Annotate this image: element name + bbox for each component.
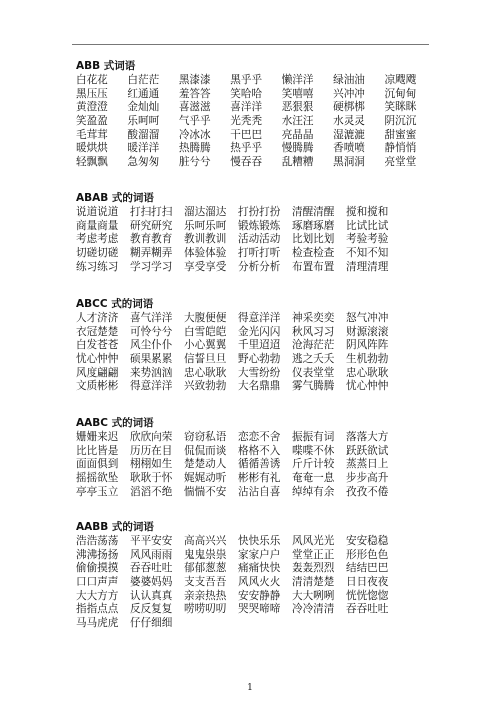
word-cell: 教训教训 (184, 233, 227, 246)
word-row (76, 353, 436, 367)
word-cell: 来势汹汹 (130, 366, 173, 379)
word-cell: 白茫茫 (127, 74, 160, 86)
word-row (76, 261, 436, 275)
word-cell: 黄澄澄 (76, 101, 108, 114)
word-cell: 忠心耿耿 (346, 366, 389, 379)
word-cell: 落落大方 (346, 431, 389, 443)
word-cell: 体验体验 (184, 247, 227, 260)
section-title: ABCC 式的词语 (76, 298, 154, 310)
word-cell: 锻炼锻炼 (238, 219, 281, 232)
word-cell: 笑眯眯 (384, 101, 417, 114)
word-cell: 大名鼎鼎 (238, 380, 281, 393)
header-rule (72, 44, 429, 45)
word-cell: 热腾腾 (178, 142, 211, 155)
word-cell: 检查检查 (292, 247, 335, 260)
word-cell: 白雪皑皑 (184, 325, 227, 338)
word-row (76, 142, 436, 156)
word-cell: 暖烘烘 (76, 142, 108, 155)
word-cell: 羞答答 (178, 87, 211, 100)
word-cell: 轻飘飘 (76, 156, 108, 169)
word-cell: 笑哈哈 (230, 87, 263, 100)
word-cell: 孜孜不倦 (346, 485, 389, 498)
word-cell: 阴风阵阵 (346, 339, 389, 352)
word-cell: 郁郁葱葱 (184, 562, 227, 575)
word-cell: 风风光光 (292, 535, 335, 547)
word-cell: 恶狠狠 (281, 101, 314, 114)
word-cell: 笑盈盈 (76, 115, 108, 128)
word-cell: 风尘仆仆 (130, 339, 173, 352)
word-cell: 唠唠叨叨 (184, 603, 227, 616)
word-cell: 比划比划 (292, 233, 335, 246)
page-number: 1 (247, 683, 253, 693)
word-row (76, 88, 436, 102)
word-cell: 不知不知 (346, 247, 389, 260)
word-cell: 窃窃私语 (184, 431, 227, 443)
word-cell: 打听打听 (238, 247, 281, 260)
word-cell: 得意洋洋 (130, 380, 173, 393)
word-cell: 耿耿于怀 (130, 472, 173, 485)
section-abab (76, 192, 436, 274)
word-cell: 恋恋不舍 (238, 431, 281, 443)
word-row (76, 233, 436, 247)
word-cell: 酸溜溜 (127, 128, 160, 141)
word-row (76, 247, 436, 261)
word-row (76, 576, 436, 590)
word-cell: 乱糟糟 (281, 156, 314, 169)
word-row (76, 129, 436, 143)
word-cell: 阴沉沉 (384, 115, 417, 128)
word-row (76, 472, 436, 486)
word-cell: 步步高升 (346, 472, 389, 485)
word-cell: 教育教育 (130, 233, 173, 246)
section-title: AABC 式的词语 (76, 417, 154, 429)
word-cell: 湿漉漉 (333, 128, 365, 141)
word-cell: 冷冷清清 (292, 603, 335, 616)
word-cell: 千里迢迢 (238, 339, 281, 352)
word-cell: 喜气洋洋 (130, 312, 173, 324)
word-cell: 得意洋洋 (238, 312, 281, 324)
word-cell: 安安稳稳 (346, 535, 389, 547)
word-cell: 偷偷摸摸 (76, 562, 119, 575)
word-cell: 打扮打扮 (238, 206, 281, 218)
word-cell: 清理清理 (346, 260, 389, 273)
word-cell: 沉甸甸 (384, 87, 417, 100)
word-cell: 认认真真 (130, 589, 173, 602)
word-cell: 切磋切磋 (76, 247, 119, 260)
word-cell: 斤斤计较 (292, 458, 335, 471)
section-title: ABAB 式的词语 (76, 192, 154, 204)
word-cell: 彬彬有礼 (238, 472, 281, 485)
word-cell: 雾气腾腾 (292, 380, 335, 393)
word-cell: 布置布置 (292, 260, 335, 273)
word-cell: 糊弄糊弄 (130, 247, 173, 260)
word-cell: 黑漆漆 (178, 74, 211, 86)
word-cell: 黑乎乎 (230, 74, 263, 86)
word-cell: 奄奄一息 (292, 472, 335, 485)
word-cell: 楚楚动人 (184, 458, 227, 471)
word-cell: 练习练习 (76, 260, 119, 273)
word-cell: 仔仔细细 (130, 617, 173, 630)
word-cell: 神采奕奕 (292, 312, 335, 324)
word-cell: 亮堂堂 (384, 156, 417, 169)
word-row (76, 458, 436, 472)
word-cell: 热乎乎 (230, 142, 263, 155)
word-cell: 轰轰烈烈 (292, 562, 335, 575)
word-cell: 侃侃而谈 (184, 444, 227, 457)
word-cell: 黑压压 (76, 87, 108, 100)
word-cell: 秋风习习 (292, 325, 335, 338)
word-cell: 恍恍惚惚 (346, 589, 389, 602)
word-cell: 鬼鬼祟祟 (184, 548, 227, 561)
word-cell: 马马虎虎 (76, 617, 119, 630)
word-cell: 格格不入 (238, 444, 281, 457)
word-row (76, 617, 436, 631)
word-row (76, 74, 436, 88)
word-row (76, 156, 436, 170)
word-cell: 忠心耿耿 (184, 366, 227, 379)
word-cell: 大雪纷纷 (238, 366, 281, 379)
word-cell: 气乎乎 (178, 115, 211, 128)
section-aabc (76, 417, 436, 499)
word-cell: 忧心忡忡 (76, 353, 119, 366)
word-row (76, 206, 436, 220)
word-cell: 高高兴兴 (184, 535, 227, 547)
word-cell: 兴致勃勃 (184, 380, 227, 393)
word-row (76, 445, 436, 459)
word-cell: 享受享受 (184, 260, 227, 273)
word-cell: 振振有词 (292, 431, 335, 443)
word-cell: 姗姗来迟 (76, 431, 119, 443)
word-cell: 口口声声 (76, 576, 119, 589)
word-cell: 暖洋洋 (127, 142, 160, 155)
word-cell: 喜洋洋 (230, 101, 263, 114)
word-cell: 支支吾吾 (184, 576, 227, 589)
word-cell: 安安静静 (238, 589, 281, 602)
word-cell: 人才济济 (76, 312, 119, 324)
word-cell: 比比皆是 (76, 444, 119, 457)
word-cell: 硕果累累 (130, 353, 173, 366)
word-row (76, 562, 436, 576)
word-cell: 大大方方 (76, 589, 119, 602)
word-cell: 哭哭啼啼 (238, 603, 281, 616)
word-cell: 急匆匆 (127, 156, 160, 169)
word-row (76, 101, 436, 115)
word-cell: 摇摇欲坠 (76, 472, 119, 485)
section-aabb (76, 521, 436, 631)
word-cell: 财源滚滚 (346, 325, 389, 338)
word-cell: 生机勃勃 (346, 353, 389, 366)
word-row (76, 380, 436, 394)
word-row (76, 115, 436, 129)
word-cell: 形形色色 (346, 548, 389, 561)
word-cell: 绰绰有余 (292, 485, 335, 498)
word-cell: 研究研究 (130, 219, 173, 232)
word-cell: 说道说道 (76, 206, 119, 218)
word-cell: 清清楚楚 (292, 576, 335, 589)
word-cell: 滔滔不绝 (130, 485, 173, 498)
word-cell: 学习学习 (130, 260, 173, 273)
word-cell: 沾沾自喜 (238, 485, 281, 498)
word-cell: 浩浩荡荡 (76, 535, 119, 547)
word-cell: 娓娓动听 (184, 472, 227, 485)
word-row (76, 339, 436, 353)
word-cell: 惴惴不安 (184, 485, 227, 498)
word-cell: 忧心忡忡 (346, 380, 389, 393)
word-cell: 大大咧咧 (292, 589, 335, 602)
word-cell: 商量商量 (76, 219, 119, 232)
word-cell: 绿油油 (333, 74, 365, 86)
word-cell: 红通通 (127, 87, 160, 100)
word-row (76, 367, 436, 381)
word-row (76, 486, 436, 500)
word-cell: 香喷喷 (333, 142, 365, 155)
word-cell: 白花花 (76, 74, 108, 86)
word-cell: 打扫打扫 (130, 206, 173, 218)
word-cell: 面面俱到 (76, 458, 119, 471)
word-cell: 蒸蒸日上 (346, 458, 389, 471)
word-row (76, 603, 436, 617)
word-cell: 栩栩如生 (130, 458, 173, 471)
word-row (76, 220, 436, 234)
word-cell: 小心翼翼 (184, 339, 227, 352)
word-cell: 琢磨琢磨 (292, 219, 335, 232)
word-cell: 痛痛快快 (238, 562, 281, 575)
word-row (76, 590, 436, 604)
word-cell: 风风雨雨 (130, 548, 173, 561)
word-cell: 风风火火 (238, 576, 281, 589)
word-row (76, 549, 436, 563)
word-row (76, 312, 436, 326)
word-cell: 分析分析 (238, 260, 281, 273)
word-cell: 白发苍苍 (76, 339, 119, 352)
word-cell: 信誓旦旦 (184, 353, 227, 366)
word-cell: 干巴巴 (230, 128, 263, 141)
word-cell: 慢吞吞 (230, 156, 263, 169)
section-title: AABB 式的词语 (76, 521, 154, 533)
section-abb (76, 60, 436, 170)
word-cell: 家家户户 (238, 548, 281, 561)
word-cell: 水灵灵 (333, 115, 365, 128)
word-cell: 历历在目 (130, 444, 173, 457)
word-row (76, 431, 436, 445)
word-cell: 乐呵呵 (127, 115, 160, 128)
word-cell: 快快乐乐 (238, 535, 281, 547)
word-cell: 脏兮兮 (178, 156, 211, 169)
word-cell: 跃跃欲试 (346, 444, 389, 457)
word-cell: 懒洋洋 (281, 74, 314, 86)
word-cell: 水汪汪 (281, 115, 314, 128)
word-cell: 活动活动 (238, 233, 281, 246)
word-cell: 结结巴巴 (346, 562, 389, 575)
word-cell: 乐呵乐呵 (184, 219, 227, 232)
word-cell: 兴冲冲 (333, 87, 365, 100)
word-cell: 风度翩翩 (76, 366, 119, 379)
word-cell: 黑洞洞 (333, 156, 365, 169)
word-cell: 日日夜夜 (346, 576, 389, 589)
word-cell: 金灿灿 (127, 101, 160, 114)
word-cell: 可怜兮兮 (130, 325, 173, 338)
word-cell: 硬梆梆 (333, 101, 365, 114)
word-cell: 文质彬彬 (76, 380, 119, 393)
word-cell: 考验考验 (346, 233, 389, 246)
word-cell: 反反复复 (130, 603, 173, 616)
word-cell: 亲亲热热 (184, 589, 227, 602)
word-cell: 野心勃勃 (238, 353, 281, 366)
word-cell: 搅和搅和 (346, 206, 389, 218)
word-cell: 欣欣向荣 (130, 431, 173, 443)
word-cell: 平平安安 (130, 535, 173, 547)
word-cell: 光秃秃 (230, 115, 263, 128)
word-cell: 大腹便便 (184, 312, 227, 324)
word-cell: 毛茸茸 (76, 128, 108, 141)
word-cell: 吞吞吐吐 (130, 562, 173, 575)
word-cell: 沧海茫茫 (292, 339, 335, 352)
word-cell: 亮晶晶 (281, 128, 314, 141)
word-cell: 清醒清醒 (292, 206, 335, 218)
word-cell: 慢腾腾 (281, 142, 314, 155)
word-row (76, 535, 436, 549)
section-title: ABB 式词语 (76, 60, 136, 72)
word-cell: 沸沸扬扬 (76, 548, 119, 561)
section-abcc (76, 298, 436, 394)
word-cell: 金光闪闪 (238, 325, 281, 338)
word-cell: 考虑考虑 (76, 233, 119, 246)
word-cell: 凉飕飕 (384, 74, 417, 86)
word-cell: 逃之夭夭 (292, 353, 335, 366)
word-cell: 亭亭玉立 (76, 485, 119, 498)
word-cell: 溜达溜达 (184, 206, 227, 218)
word-cell: 吞吞吐吐 (346, 603, 389, 616)
word-cell: 甜蜜蜜 (384, 128, 417, 141)
word-cell: 循循善诱 (238, 458, 281, 471)
word-cell: 堂堂正正 (292, 548, 335, 561)
word-cell: 婆婆妈妈 (130, 576, 173, 589)
word-cell: 喋喋不休 (292, 444, 335, 457)
word-cell: 笑嘻嘻 (281, 87, 314, 100)
word-cell: 衣冠楚楚 (76, 325, 119, 338)
word-row (76, 326, 436, 340)
word-cell: 比试比试 (346, 219, 389, 232)
word-cell: 喜滋滋 (178, 101, 211, 114)
word-cell: 怒气冲冲 (346, 312, 389, 324)
word-cell: 指指点点 (76, 603, 119, 616)
word-cell: 仪表堂堂 (292, 366, 335, 379)
word-cell: 静悄悄 (384, 142, 417, 155)
word-cell: 冷冰冰 (178, 128, 211, 141)
